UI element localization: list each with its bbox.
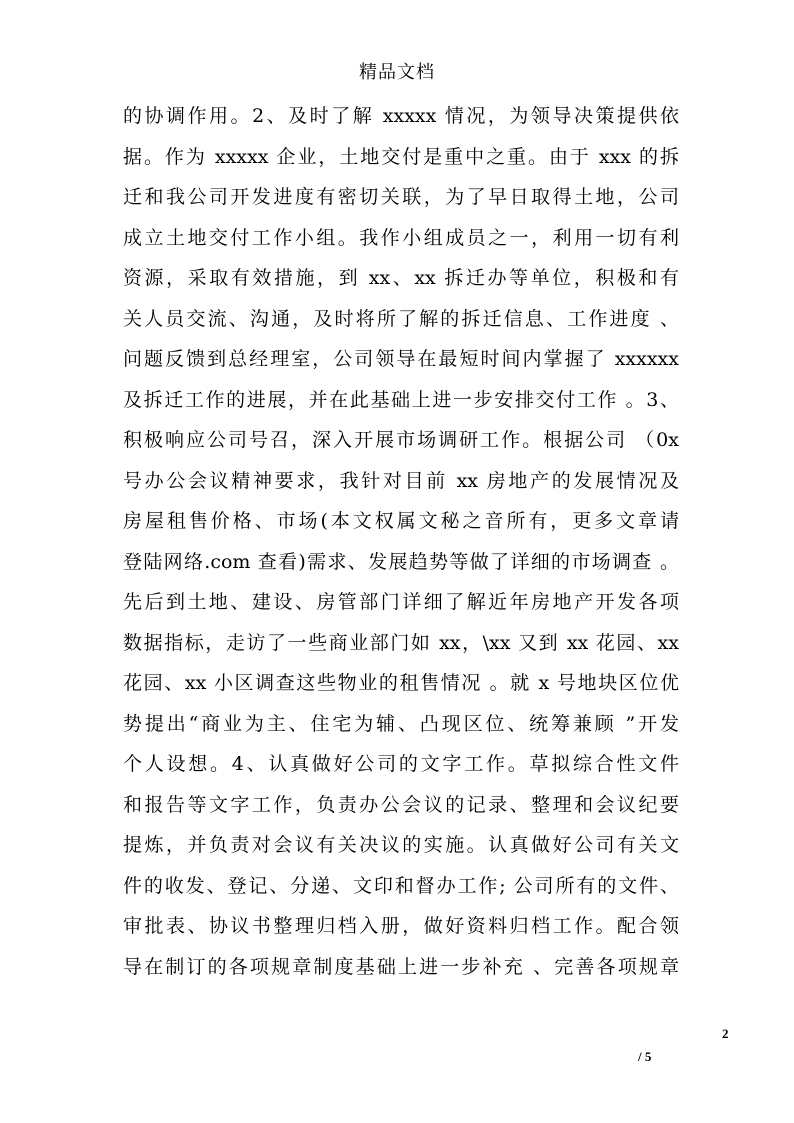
body-line: 个人设想。4、认真做好公司的文字工作。草拟综合性文件 [123,753,679,775]
body-line: 成立土地交付工作小组。我作小组成员之一，利用一切有利 [123,226,679,249]
body-line: 关人员交流、沟通，及时将所了解的拆迁信息、工作进度 、 [123,307,679,330]
body-line: 房屋租售价格、市场(本文权属文秘之音所有，更多文章请 [123,510,679,532]
body-line: 导在制订的各项规章制度基础上进一步补充 、完善各项规章 [123,955,679,978]
body-line: 先后到土地、建设、房管部门详细了解近年房地产开发各项 [123,591,679,613]
body-line: 和报告等文字工作，负责办公会议的记录、整理和会议纪要 [123,793,679,816]
body-line: 积极响应公司号召，深入开展市场调研工作。根据公司 （0x [123,429,679,451]
body-line: 问题反馈到总经理室，公司领导在最短时间内掌握了 xxxxxx [123,348,679,370]
page-header-title: 精品文档 [359,62,435,83]
body-line: 提炼，并负责对会议有关决议的实施。认真做好公司有关文 [123,834,679,856]
body-line: 数据指标，走访了一些商业部门如 xx，\xx 又到 xx 花园、xx [123,631,679,654]
body-line: 件的收发、登记、分递、文印和督办工作; 公司所有的文件、 [123,874,679,897]
body-line: 号办公会议精神要求，我针对目前 xx 房地产的发展情况及 [123,469,679,492]
body-line: 据。作为 xxxxx 企业，土地交付是重中之重。由于 xxx 的拆 [123,145,679,168]
body-line: 登陆网络.com 查看)需求、发展趋势等做了详细的市场调查 。 [123,550,679,573]
body-line: 审批表、协议书整理归档入册，做好资料归档工作。配合领 [123,915,679,937]
body-line: 的协调作用。2、及时了解 xxxxx 情况，为领导决策提供依 [123,105,679,127]
body-line: 势提出“商业为主、住宅为辅、凸现区位、统筹兼顾 ”开发 [123,712,679,735]
document-body [123,96,679,987]
page-total: / 5 [638,1049,652,1064]
body-line: 花园、xx 小区调查这些物业的租售情况 。就 x 号地块区位优 [123,672,679,694]
body-line: 及拆迁工作的进展，并在此基础上进一步安排交付工作 。3、 [123,388,679,411]
body-line: 资源，采取有效措施，到 xx、xx 拆迁办等单位，积极和有 [123,267,679,289]
body-line: 迁和我公司开发进度有密切关联，为了早日取得土地，公司 [123,186,679,208]
page-number: 2 [722,1026,729,1041]
